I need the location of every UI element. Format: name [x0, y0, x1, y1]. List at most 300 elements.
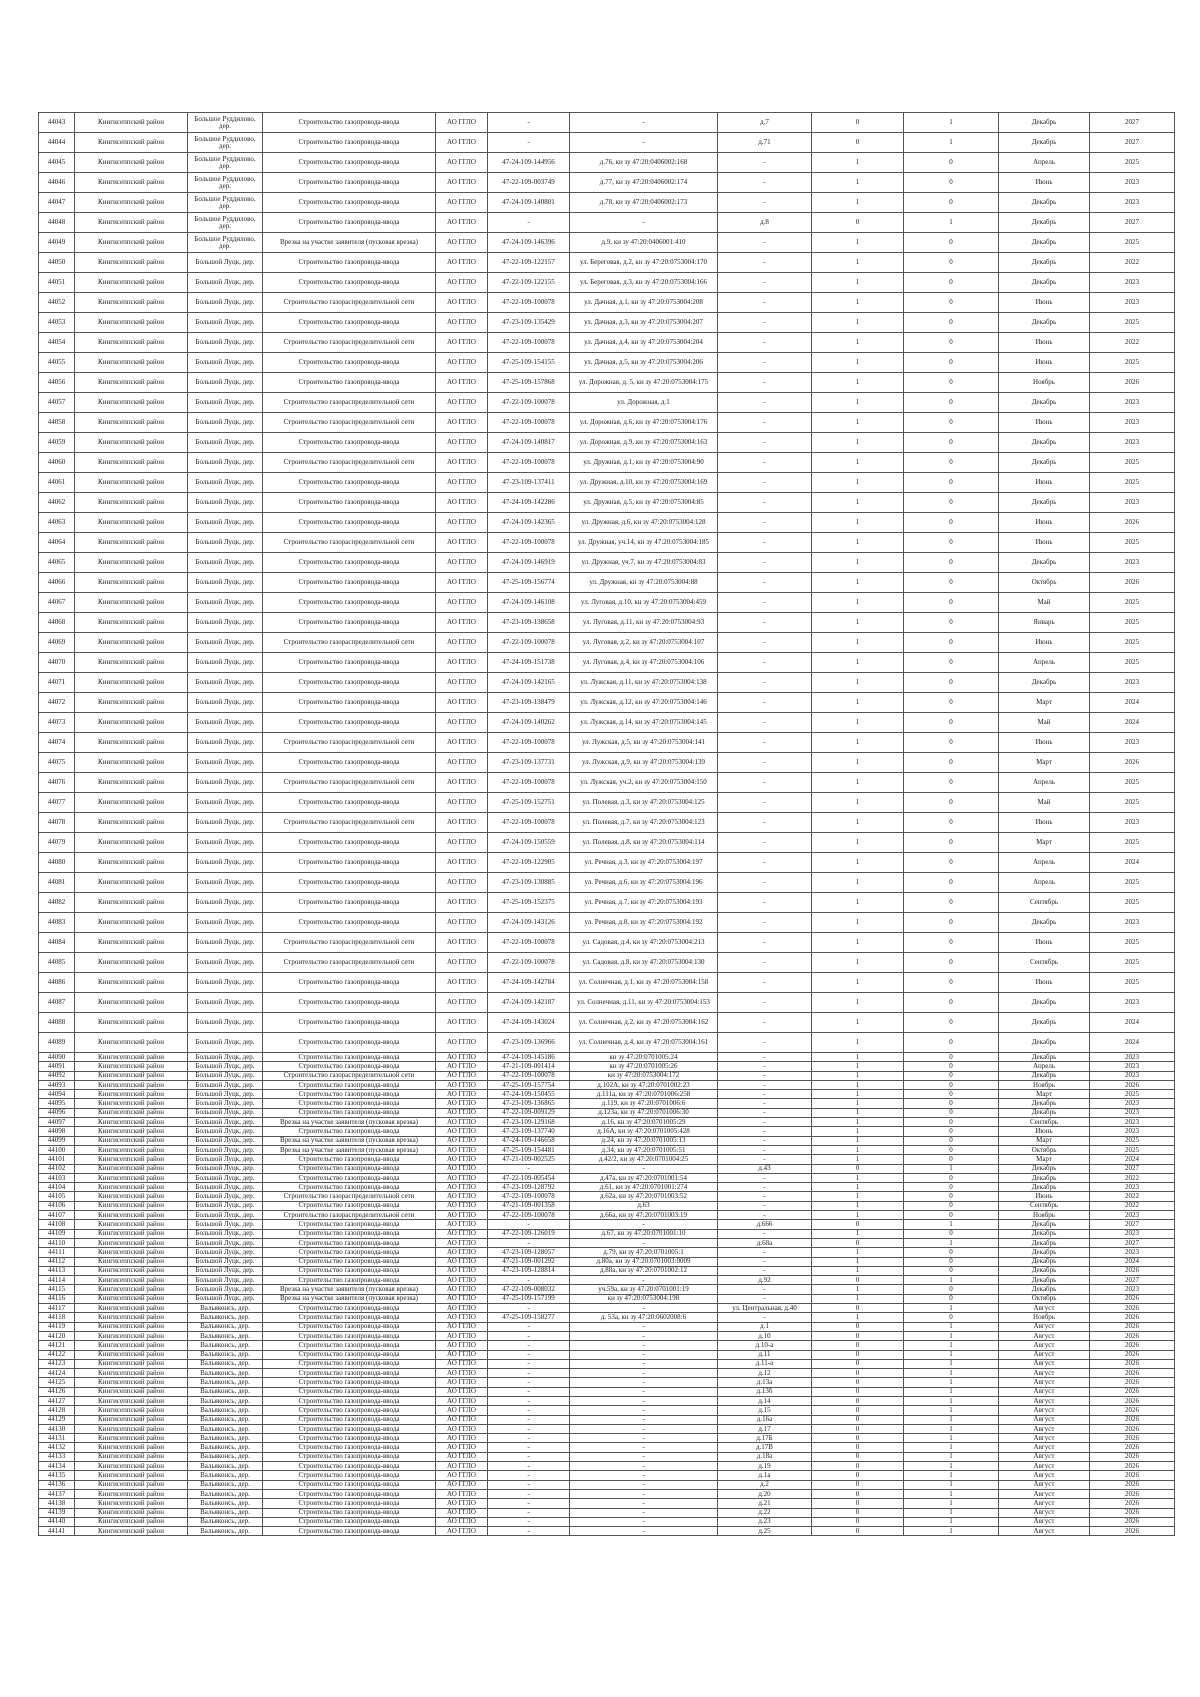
address-cell: -: [718, 1053, 812, 1062]
table-row: [39, 1248, 1175, 1257]
count-b-cell: 0: [904, 513, 999, 533]
row-number: 44062: [39, 493, 75, 513]
organization-cell: АО ГГЛО: [436, 1341, 488, 1350]
work-type-cell: Строительство газопровода-ввода: [263, 1415, 436, 1424]
district-cell: Кингисеппский район: [75, 1462, 188, 1471]
count-b-cell: 1: [904, 1471, 999, 1480]
row-number: 44091: [39, 1062, 75, 1071]
cadastral-address-cell: ул. Дружная, д.6, кн зу 47:20:0753004:128: [570, 513, 718, 533]
count-a-cell: 1: [812, 593, 904, 613]
month-cell: Август: [999, 1369, 1090, 1378]
month-cell: Декабрь: [999, 433, 1090, 453]
month-cell: Январь: [999, 613, 1090, 633]
organization-cell: АО ГГЛО: [436, 1313, 488, 1322]
year-cell: 2026: [1090, 1424, 1175, 1433]
count-a-cell: 1: [812, 1090, 904, 1099]
table-row: [39, 653, 1175, 673]
organization-cell: АО ГГЛО: [436, 1192, 488, 1201]
address-cell: д.11-а: [718, 1359, 812, 1368]
contract-number-cell: -: [488, 1462, 570, 1471]
count-a-cell: 1: [812, 893, 904, 913]
cadastral-address-cell: -: [570, 1331, 718, 1340]
count-b-cell: 0: [904, 1053, 999, 1062]
row-number: 44116: [39, 1294, 75, 1303]
row-number: 44113: [39, 1266, 75, 1275]
organization-cell: АО ГГЛО: [436, 1508, 488, 1517]
year-cell: 2026: [1090, 1452, 1175, 1461]
address-cell: -: [718, 1071, 812, 1080]
year-cell: 2025: [1090, 633, 1175, 653]
settlement-cell: Большой Луцк, дер.: [188, 473, 263, 493]
district-cell: Кингисеппский район: [75, 513, 188, 533]
table-row: [39, 893, 1175, 913]
year-cell: 2026: [1090, 1527, 1175, 1536]
count-a-cell: 1: [812, 1313, 904, 1322]
table-row: [39, 253, 1175, 273]
year-cell: 2022: [1090, 1192, 1175, 1201]
settlement-cell: Большой Луцк, дер.: [188, 953, 263, 973]
month-cell: Декабрь: [999, 233, 1090, 253]
table-row: [39, 933, 1175, 953]
contract-number-cell: 47-22-109-100078: [488, 1192, 570, 1201]
organization-cell: АО ГГЛО: [436, 1118, 488, 1127]
table-row: [39, 1238, 1175, 1247]
contract-number-cell: -: [488, 1304, 570, 1313]
work-type-cell: Строительство газопровода-ввода: [263, 1434, 436, 1443]
address-cell: д.19: [718, 1462, 812, 1471]
row-number: 44125: [39, 1378, 75, 1387]
cadastral-address-cell: д.67, кн зу 47:20:0701001:10: [570, 1229, 718, 1238]
work-type-cell: Строительство газопровода-ввода: [263, 193, 436, 213]
contract-number-cell: 47-23-109-136865: [488, 1099, 570, 1108]
district-cell: Кингисеппский район: [75, 153, 188, 173]
month-cell: Декабрь: [999, 313, 1090, 333]
count-a-cell: 1: [812, 1229, 904, 1238]
year-cell: 2026: [1090, 573, 1175, 593]
row-number: 44115: [39, 1285, 75, 1294]
contract-number-cell: -: [488, 1527, 570, 1536]
district-cell: Кингисеппский район: [75, 1062, 188, 1071]
count-a-cell: 1: [812, 173, 904, 193]
district-cell: Кингисеппский район: [75, 1415, 188, 1424]
settlement-cell: Большой Луцк, дер.: [188, 753, 263, 773]
district-cell: Кингисеппский район: [75, 773, 188, 793]
contract-number-cell: 47-23-109-136966: [488, 1033, 570, 1053]
contract-number-cell: -: [488, 1350, 570, 1359]
count-a-cell: 1: [812, 873, 904, 893]
table-row: [39, 1322, 1175, 1331]
address-cell: д.15: [718, 1406, 812, 1415]
count-a-cell: 1: [812, 953, 904, 973]
cadastral-address-cell: -: [570, 1396, 718, 1405]
month-cell: Декабрь: [999, 1285, 1090, 1294]
work-type-cell: Строительство газопровода-ввода: [263, 1322, 436, 1331]
settlement-cell: Большой Луцк, дер.: [188, 1136, 263, 1145]
district-cell: Кингисеппский район: [75, 1183, 188, 1192]
row-number: 44068: [39, 613, 75, 633]
row-number: 44112: [39, 1257, 75, 1266]
table-row: [39, 1369, 1175, 1378]
row-number: 44077: [39, 793, 75, 813]
district-cell: Кингисеппский район: [75, 1229, 188, 1238]
count-b-cell: 0: [904, 933, 999, 953]
settlement-cell: Большой Луцк, дер.: [188, 1127, 263, 1136]
settlement-cell: Вальяконсь, дер.: [188, 1359, 263, 1368]
work-type-cell: Строительство газопровода-ввода: [263, 1480, 436, 1489]
table-row: [39, 133, 1175, 153]
month-cell: Ноябрь: [999, 1211, 1090, 1220]
settlement-cell: Вальяконсь, дер.: [188, 1527, 263, 1536]
count-a-cell: 1: [812, 1192, 904, 1201]
organization-cell: АО ГГЛО: [436, 333, 488, 353]
table-row: [39, 1071, 1175, 1080]
year-cell: 2026: [1090, 1462, 1175, 1471]
cadastral-address-cell: -: [570, 1499, 718, 1508]
work-type-cell: Строительство газораспределительной сети: [263, 393, 436, 413]
contract-number-cell: 47-23-109-128814: [488, 1266, 570, 1275]
year-cell: 2026: [1090, 1415, 1175, 1424]
year-cell: 2024: [1090, 693, 1175, 713]
address-cell: -: [718, 1099, 812, 1108]
table-row: [39, 313, 1175, 333]
contract-number-cell: 47-23-109-129168: [488, 1118, 570, 1127]
year-cell: 2026: [1090, 1387, 1175, 1396]
year-cell: 2026: [1090, 1266, 1175, 1275]
cadastral-address-cell: д.24, кн зу 47:20:0701005:13: [570, 1136, 718, 1145]
organization-cell: АО ГГЛО: [436, 1276, 488, 1285]
district-cell: Кингисеппский район: [75, 1434, 188, 1443]
address-cell: -: [718, 1062, 812, 1071]
district-cell: Кингисеппский район: [75, 273, 188, 293]
district-cell: Кингисеппский район: [75, 733, 188, 753]
contract-number-cell: 47-25-109-157868: [488, 373, 570, 393]
contract-number-cell: 47-24-109-142286: [488, 493, 570, 513]
count-a-cell: 0: [812, 1359, 904, 1368]
district-cell: Кингисеппский район: [75, 653, 188, 673]
row-number: 44047: [39, 193, 75, 213]
address-cell: -: [718, 993, 812, 1013]
count-b-cell: 0: [904, 1090, 999, 1099]
month-cell: Декабрь: [999, 1248, 1090, 1257]
work-type-cell: Строительство газораспределительной сети: [263, 933, 436, 953]
year-cell: 2025: [1090, 1136, 1175, 1145]
year-cell: 2027: [1090, 1164, 1175, 1173]
organization-cell: АО ГГЛО: [436, 1471, 488, 1480]
year-cell: 2025: [1090, 933, 1175, 953]
organization-cell: АО ГГЛО: [436, 1369, 488, 1378]
count-b-cell: 1: [904, 213, 999, 233]
month-cell: Декабрь: [999, 1071, 1090, 1080]
month-cell: Июнь: [999, 633, 1090, 653]
count-b-cell: 0: [904, 1071, 999, 1080]
table-row: [39, 1266, 1175, 1275]
address-cell: -: [718, 1192, 812, 1201]
month-cell: Август: [999, 1424, 1090, 1433]
count-b-cell: 1: [904, 1499, 999, 1508]
count-a-cell: 1: [812, 673, 904, 693]
year-cell: 2027: [1090, 113, 1175, 133]
cadastral-address-cell: ул. Речная, д.6, кн зу 47:20:0753004:196: [570, 873, 718, 893]
address-cell: д.13а: [718, 1378, 812, 1387]
cadastral-address-cell: ул. Дружная, кн зу 47:20:0753004:88: [570, 573, 718, 593]
cadastral-address-cell: -: [570, 213, 718, 233]
month-cell: Апрель: [999, 853, 1090, 873]
table-row: [39, 773, 1175, 793]
work-type-cell: Строительство газопровода-ввода: [263, 993, 436, 1013]
count-b-cell: 0: [904, 693, 999, 713]
contract-number-cell: 47-22-109-003749: [488, 173, 570, 193]
row-number: 44052: [39, 293, 75, 313]
month-cell: Август: [999, 1341, 1090, 1350]
settlement-cell: Большое Руддилово, дер.: [188, 113, 263, 133]
count-b-cell: 0: [904, 893, 999, 913]
table-row: [39, 373, 1175, 393]
contract-number-cell: 47-22-109-100078: [488, 413, 570, 433]
year-cell: 2023: [1090, 1285, 1175, 1294]
organization-cell: АО ГГЛО: [436, 613, 488, 633]
settlement-cell: Вальяконсь, дер.: [188, 1313, 263, 1322]
count-b-cell: 0: [904, 333, 999, 353]
organization-cell: АО ГГЛО: [436, 993, 488, 1013]
district-cell: Кингисеппский район: [75, 1443, 188, 1452]
organization-cell: АО ГГЛО: [436, 733, 488, 753]
year-cell: 2023: [1090, 913, 1175, 933]
table-row: [39, 1192, 1175, 1201]
table-row: [39, 1489, 1175, 1498]
contract-number-cell: -: [488, 1331, 570, 1340]
table-row: [39, 1415, 1175, 1424]
year-cell: 2023: [1090, 433, 1175, 453]
table-row: [39, 1378, 1175, 1387]
work-type-cell: Врезка на участке заявителя (пусковая врезка): [263, 1118, 436, 1127]
row-number: 44083: [39, 913, 75, 933]
settlement-cell: Большой Луцк, дер.: [188, 1257, 263, 1266]
contract-number-cell: -: [488, 1489, 570, 1498]
settlement-cell: Большое Руддилово, дер.: [188, 153, 263, 173]
table-row: [39, 693, 1175, 713]
contract-number-cell: 47-24-109-150559: [488, 833, 570, 853]
settlement-cell: Большой Луцк, дер.: [188, 393, 263, 413]
address-cell: -: [718, 793, 812, 813]
month-cell: Июнь: [999, 733, 1090, 753]
contract-number-cell: 47-24-109-142784: [488, 973, 570, 993]
row-number: 44082: [39, 893, 75, 913]
district-cell: Кингисеппский район: [75, 133, 188, 153]
year-cell: 2026: [1090, 513, 1175, 533]
row-number: 44137: [39, 1489, 75, 1498]
address-cell: -: [718, 693, 812, 713]
count-b-cell: 0: [904, 413, 999, 433]
count-b-cell: 0: [904, 233, 999, 253]
month-cell: Декабрь: [999, 1266, 1090, 1275]
count-b-cell: 0: [904, 273, 999, 293]
district-cell: Кингисеппский район: [75, 553, 188, 573]
work-type-cell: Строительство газопровода-ввода: [263, 153, 436, 173]
contract-number-cell: -: [488, 1164, 570, 1173]
count-a-cell: 0: [812, 1471, 904, 1480]
year-cell: 2023: [1090, 1099, 1175, 1108]
cadastral-address-cell: ул. Лужская, д.14, кн зу 47:20:0753004:145: [570, 713, 718, 733]
row-number: 44135: [39, 1471, 75, 1480]
year-cell: 2025: [1090, 313, 1175, 333]
row-number: 44118: [39, 1313, 75, 1322]
month-cell: Декабрь: [999, 1220, 1090, 1229]
organization-cell: АО ГГЛО: [436, 473, 488, 493]
work-type-cell: Строительство газопровода-ввода: [263, 1164, 436, 1173]
year-cell: 2026: [1090, 1443, 1175, 1452]
year-cell: 2027: [1090, 1276, 1175, 1285]
contract-number-cell: 47-22-109-009129: [488, 1108, 570, 1117]
work-type-cell: Строительство газопровода-ввода: [263, 1257, 436, 1266]
count-b-cell: 1: [904, 1415, 999, 1424]
cadastral-address-cell: уч.59а, кн зу 47:20:0701001:19: [570, 1285, 718, 1294]
row-number: 44051: [39, 273, 75, 293]
year-cell: 2022: [1090, 1201, 1175, 1210]
settlement-cell: Большой Луцк, дер.: [188, 1238, 263, 1247]
table-row: [39, 1062, 1175, 1071]
table-row: [39, 973, 1175, 993]
count-a-cell: 0: [812, 1322, 904, 1331]
organization-cell: АО ГГЛО: [436, 1304, 488, 1313]
work-type-cell: Строительство газопровода-ввода: [263, 1173, 436, 1182]
contract-number-cell: -: [488, 1322, 570, 1331]
district-cell: Кингисеппский район: [75, 1080, 188, 1089]
work-type-cell: Врезка на участке заявителя (пусковая врезка): [263, 233, 436, 253]
district-cell: Кингисеппский район: [75, 1508, 188, 1517]
address-cell: -: [718, 573, 812, 593]
cadastral-address-cell: ул. Дорожная, д.9, кн зу 47:20:0753004:163: [570, 433, 718, 453]
table-row: [39, 1331, 1175, 1340]
month-cell: Ноябрь: [999, 1313, 1090, 1322]
cadastral-address-cell: ул. Лужская, уч.2, кн зу 47:20:0753004:150: [570, 773, 718, 793]
count-b-cell: 0: [904, 433, 999, 453]
year-cell: 2027: [1090, 1220, 1175, 1229]
count-a-cell: 0: [812, 1443, 904, 1452]
district-cell: Кингисеппский район: [75, 293, 188, 313]
row-number: 44121: [39, 1341, 75, 1350]
month-cell: Март: [999, 1155, 1090, 1164]
contract-number-cell: -: [488, 1238, 570, 1247]
district-cell: Кингисеппский район: [75, 333, 188, 353]
month-cell: Июнь: [999, 333, 1090, 353]
row-number: 44099: [39, 1136, 75, 1145]
work-type-cell: Строительство газопровода-ввода: [263, 1099, 436, 1108]
work-type-cell: Строительство газопровода-ввода: [263, 1369, 436, 1378]
work-type-cell: Строительство газопровода-ввода: [263, 473, 436, 493]
district-cell: Кингисеппский район: [75, 1266, 188, 1275]
settlement-cell: Большой Луцк, дер.: [188, 773, 263, 793]
organization-cell: АО ГГЛО: [436, 1053, 488, 1062]
count-b-cell: 0: [904, 533, 999, 553]
district-cell: Кингисеппский район: [75, 1276, 188, 1285]
cadastral-address-cell: д.9, кн зу 47:20:0406001:410: [570, 233, 718, 253]
organization-cell: АО ГГЛО: [436, 593, 488, 613]
organization-cell: АО ГГЛО: [436, 1424, 488, 1433]
count-a-cell: 1: [812, 793, 904, 813]
settlement-cell: Большой Луцк, дер.: [188, 373, 263, 393]
contract-number-cell: 47-22-109-122905: [488, 853, 570, 873]
work-type-cell: Строительство газопровода-ввода: [263, 1517, 436, 1526]
month-cell: Июнь: [999, 1192, 1090, 1201]
year-cell: 2022: [1090, 253, 1175, 273]
settlement-cell: Вальяконсь, дер.: [188, 1369, 263, 1378]
contract-number-cell: 47-24-109-140801: [488, 193, 570, 213]
organization-cell: АО ГГЛО: [436, 1220, 488, 1229]
cadastral-address-cell: кн зу 47:20:0701005:26: [570, 1062, 718, 1071]
cadastral-address-cell: -: [570, 1369, 718, 1378]
work-type-cell: Строительство газопровода-ввода: [263, 1424, 436, 1433]
organization-cell: АО ГГЛО: [436, 1331, 488, 1340]
count-b-cell: 1: [904, 1350, 999, 1359]
count-b-cell: 0: [904, 453, 999, 473]
settlement-cell: Большой Луцк, дер.: [188, 513, 263, 533]
work-type-cell: Строительство газопровода-ввода: [263, 833, 436, 853]
row-number: 44059: [39, 433, 75, 453]
address-cell: д.17В: [718, 1443, 812, 1452]
district-cell: Кингисеппский район: [75, 1396, 188, 1405]
settlement-cell: Большой Луцк, дер.: [188, 1248, 263, 1257]
contract-number-cell: -: [488, 1341, 570, 1350]
count-a-cell: 1: [812, 1183, 904, 1192]
row-number: 44048: [39, 213, 75, 233]
work-type-cell: Строительство газопровода-ввода: [263, 1508, 436, 1517]
count-b-cell: 0: [904, 193, 999, 213]
organization-cell: АО ГГЛО: [436, 1136, 488, 1145]
count-b-cell: 0: [904, 1229, 999, 1238]
address-cell: -: [718, 1155, 812, 1164]
row-number: 44111: [39, 1248, 75, 1257]
contract-number-cell: -: [488, 1443, 570, 1452]
contract-number-cell: 47-22-109-100078: [488, 633, 570, 653]
count-a-cell: 0: [812, 1415, 904, 1424]
work-type-cell: Строительство газопровода-ввода: [263, 213, 436, 233]
count-a-cell: 1: [812, 773, 904, 793]
table-row: [39, 1220, 1175, 1229]
year-cell: 2026: [1090, 1341, 1175, 1350]
work-type-cell: Строительство газопровода-ввода: [263, 1080, 436, 1089]
settlement-cell: Большой Луцк, дер.: [188, 293, 263, 313]
work-type-cell: Строительство газопровода-ввода: [263, 653, 436, 673]
row-number: 44044: [39, 133, 75, 153]
address-cell: -: [718, 973, 812, 993]
table-row: [39, 1080, 1175, 1089]
work-type-cell: Строительство газопровода-ввода: [263, 1090, 436, 1099]
table-row: [39, 713, 1175, 733]
organization-cell: АО ГГЛО: [436, 1257, 488, 1266]
count-a-cell: 0: [812, 1527, 904, 1536]
year-cell: 2026: [1090, 1322, 1175, 1331]
month-cell: Июнь: [999, 413, 1090, 433]
organization-cell: АО ГГЛО: [436, 1183, 488, 1192]
count-a-cell: 0: [812, 1220, 904, 1229]
cadastral-address-cell: -: [570, 1387, 718, 1396]
month-cell: Декабрь: [999, 913, 1090, 933]
district-cell: Кингисеппский район: [75, 633, 188, 653]
contract-number-cell: 47-25-109-152751: [488, 793, 570, 813]
count-b-cell: 0: [904, 293, 999, 313]
row-number: 44055: [39, 353, 75, 373]
district-cell: Кингисеппский район: [75, 1136, 188, 1145]
month-cell: Июнь: [999, 533, 1090, 553]
contract-number-cell: 47-24-109-144956: [488, 153, 570, 173]
month-cell: Декабрь: [999, 1276, 1090, 1285]
address-cell: д.8: [718, 213, 812, 233]
count-b-cell: 0: [904, 313, 999, 333]
address-cell: -: [718, 913, 812, 933]
row-number: 44130: [39, 1424, 75, 1433]
row-number: 44050: [39, 253, 75, 273]
settlement-cell: Большой Луцк, дер.: [188, 713, 263, 733]
